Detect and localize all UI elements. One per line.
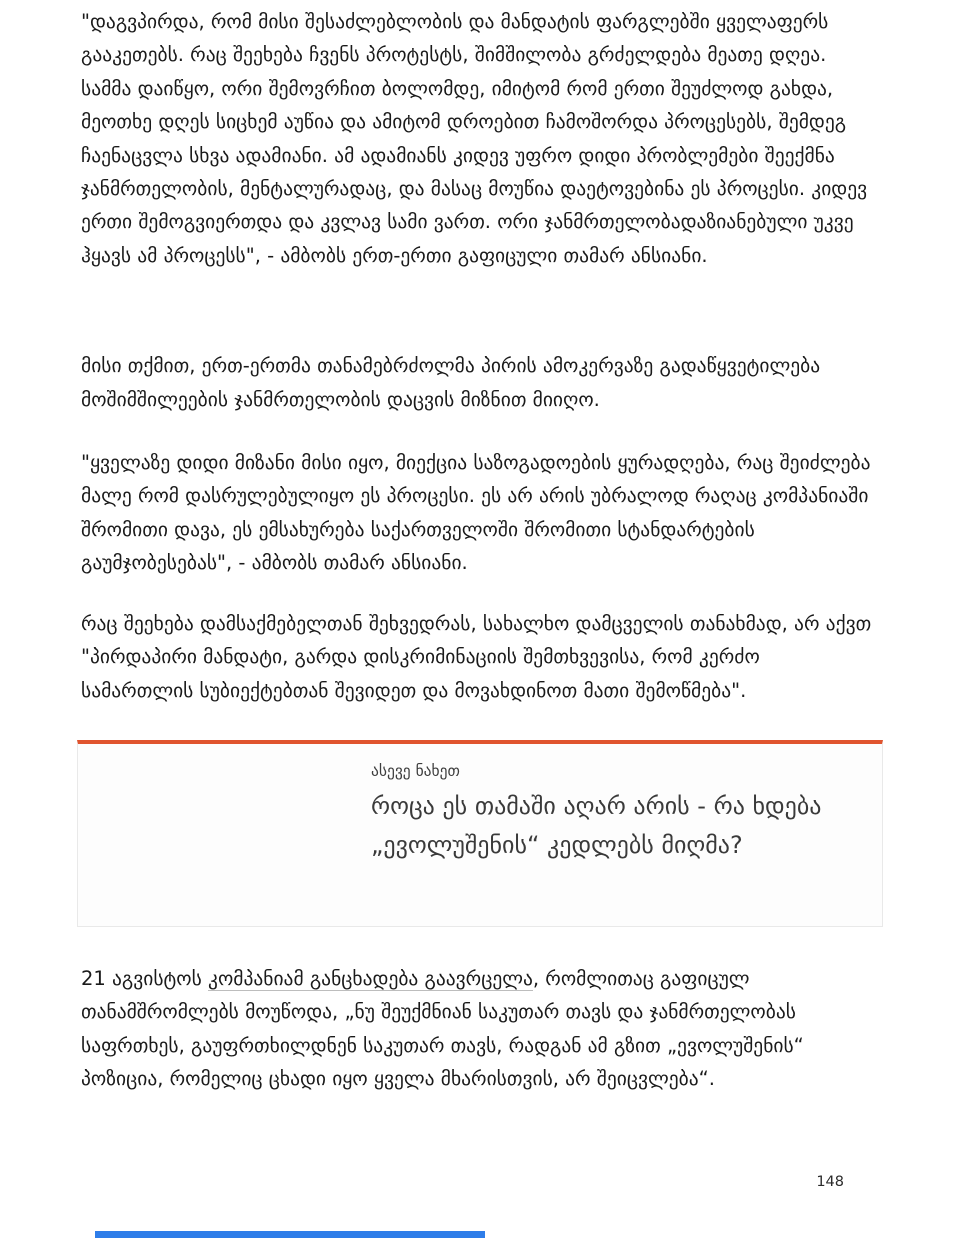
- paragraph-ombudsman-mandate: რაც შეეხება დამსაქმებელთან შეხვედრას, სახალხო დამცველის თანახმად, არ აქვთ "პირდაპირი მანდატი, გარდა დისკრიმინაციის შემთხვევისა, რომ კერძო სამართლის სუბიექტებთან შევიდეთ და მოვახდინოთ მათი შემოწმება".: [81, 611, 872, 702]
- paragraph-company-statement: [81, 962, 877, 1096]
- also-read-text-block: [371, 744, 873, 865]
- paragraph-mouth-sewing-decision: მისი თქმით, ერთ-ერთმა თანამებრძოლმა პირის ამოკერვაზე გადაწყვეტილება მოშიმშილეების ჯანმრთელობის დაცვის მიზნით მიიღო.: [81, 354, 821, 411]
- statement-suffix-text: , რომლითაც გაფიცულ თანამშრომლებს მოუწოდა, „ნუ შეუქმნიან საკუთარ თავს და ჯანმრთელობას საფრთხეს, გაუფრთხილდნენ საკუთარ თავს, რადგან ამ გზით „ევოლუშენის“ პოზიცია, რომელიც ცხადი იყო ყველა მხარისთვის, არ შეიცვლება“.: [81, 966, 804, 1091]
- paragraph-quote-goal: "ყველაზე დიდი მიზანი მისი იყო, მიექცია საზოგადოების ყურადღება, რაც შეიძლება მალე რომ დასრულებულიყო ეს პროცესი. ეს არ არის უბრალოდ რაღაც კომპანიაში შრომითი დავა, ეს ემსახურება საქართველოში შრომითი სტანდარტების გაუმჯობესებას", - ამბობს თამარ ანსიანი.: [81, 451, 871, 575]
- also-read-card[interactable]: [77, 740, 883, 927]
- page-number: 148: [816, 1174, 844, 1190]
- also-read-label: ასევე ნახეთ: [371, 761, 460, 780]
- also-read-article-link[interactable]: როცა ეს თამაში აღარ არის - რა ხდება „ევოლუშენის“ კედლებს მიღმა?: [371, 791, 822, 859]
- statement-prefix-text: 21 აგვისტოს: [81, 966, 208, 990]
- article-body: [81, 0, 877, 1096]
- clipped-bottom-element: [95, 1231, 485, 1238]
- company-statement-link[interactable]: კომპანიამ განცხადება გაავრცელა: [208, 966, 533, 990]
- also-read-thumbnail-placeholder: [78, 744, 371, 926]
- paragraph-quote-hunger-strike: "დაგვპირდა, რომ მისი შესაძლებლობის და მანდატის ფარგლებში ყველაფერს გააკეთებს. რაც შეეხება ჩვენს პროტესტს, შიმშილობა გრძელდება მეათე დღეა. სამმა დაიწყო, ორი შემოვრჩით ბოლომდე, იმიტომ რომ ერთი შეუძლოდ გახდა, მეოთხე დღეს სიცხემ აუწია და ამიტომ დროებით ჩამოშორდა პროცესებს, შემდეგ ჩაენაცვლა სხვა ადამიანი. ამ ადამიანს კიდევ უფრო დიდი პრობლემები შეექმნა ჯანმრთელობის, მენტალურადაც, და მასაც მოუწია დაეტოვებინა ეს პროცესი. კიდევ ერთი შემოგვიერთდა და კვლავ სამი ვართ. ორი ჯანმრთელობადაზიანებული უკვე ჰყავს ამ პროცესს", - ამბობს ერთ-ერთი გაფიცული თამარ ანსიანი.: [81, 10, 868, 267]
